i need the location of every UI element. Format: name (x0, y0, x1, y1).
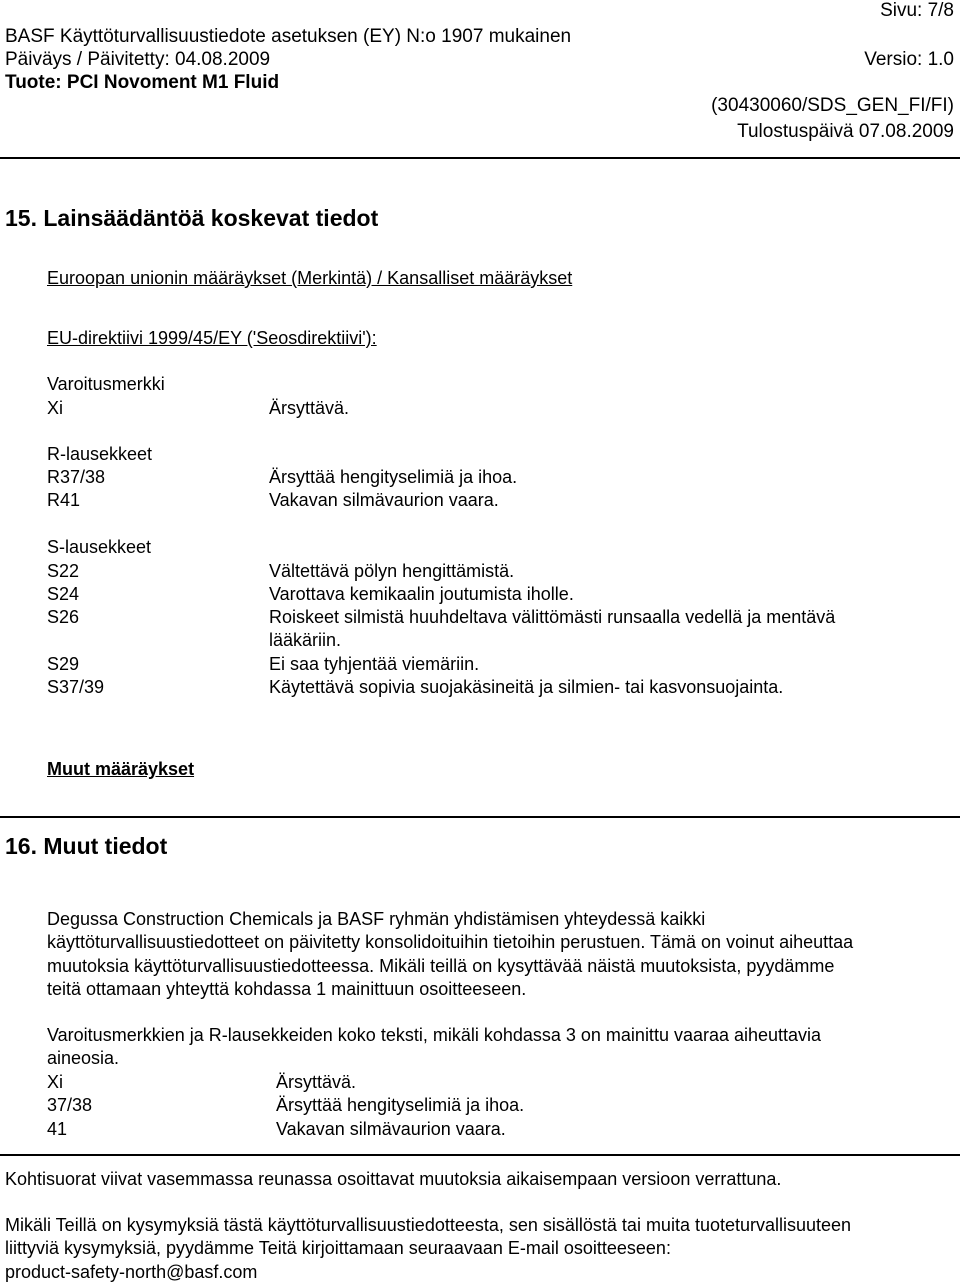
warning-text: Ärsyttävä. (269, 398, 350, 418)
contact-line: Mikäli Teillä on kysymyksiä tästä käyttöturvallisuustiedotteesta, sen sisällöstä tai muita tuoteturvallisuuteen (5, 1215, 852, 1235)
s-phrase-code: S37/39 (47, 677, 105, 697)
eu-regulations-heading: Euroopan unionin määräykset (Merkintä) / Kansalliset määräykset (47, 268, 573, 288)
print-date: Tulostuspäivä 07.08.2009 (737, 121, 954, 142)
revision-date: Päiväys / Päivitetty: 04.08.2009 (5, 49, 271, 70)
paragraph-line: käyttöturvallisuustiedotteet on päivitetty konsolidoituihin tietoihin perustuen. Tämä on voinut aiheuttaa (47, 932, 854, 952)
legend-code: 41 (47, 1119, 68, 1139)
legend-code: 37/38 (47, 1095, 93, 1115)
legend-text: Vakavan silmävaurion vaara. (276, 1119, 506, 1139)
paragraph-line: teitä ottamaan yhteyttä kohdassa 1 mainittuun osoitteeseen. (47, 979, 527, 999)
version: Versio: 1.0 (864, 49, 954, 70)
s-phrase-text: Ei saa tyhjentää viemäriin. (269, 654, 480, 674)
contact-email[interactable]: product-safety-north@basf.com (5, 1262, 258, 1282)
warning-label: Varoitusmerkki (47, 374, 165, 394)
r-phrase-text: Vakavan silmävaurion vaara. (269, 490, 499, 510)
document-id: (30430060/SDS_GEN_FI/FI) (711, 95, 954, 116)
section-divider (0, 816, 960, 818)
r-phrase-code: R41 (47, 490, 81, 510)
r-phrase-text: Ärsyttää hengityselimiä ja ihoa. (269, 467, 518, 487)
s-phrases-label: S-lausekkeet (47, 537, 152, 557)
document-title: BASF Käyttöturvallisuustiedote asetuksen (EY) N:o 1907 mukainen (5, 26, 572, 47)
contact-line: liittyviä kysymyksiä, pyydämme Teitä kirjoittamaan seuraavaan E-mail osoitteeseen: (5, 1238, 671, 1258)
change-note: Kohtisuorat viivat vasemmassa reunassa osoittavat muutoksia aikaisempaan versioon verrattuna. (5, 1169, 782, 1189)
page-number: Sivu: 7/8 (880, 0, 954, 21)
legend-text: Ärsyttävä. (276, 1072, 357, 1092)
other-regulations-heading: Muut määräykset (47, 759, 195, 779)
s-phrase-code: S29 (47, 654, 80, 674)
header-divider (0, 157, 960, 159)
s-phrase-code: S26 (47, 607, 80, 627)
r-phrase-code: R37/38 (47, 467, 106, 487)
s-phrase-text-continued: lääkäriin. (269, 630, 342, 650)
warning-code: Xi (47, 398, 64, 418)
s-phrase-code: S22 (47, 561, 80, 581)
s-phrase-text: Käytettävä sopivia suojakäsineitä ja silmien- tai kasvonsuojainta. (269, 677, 784, 697)
r-phrases-label: R-lausekkeet (47, 444, 153, 464)
paragraph-line: Varoitusmerkkien ja R-lausekkeiden koko teksti, mikäli kohdassa 3 on mainittu vaaraa aiheuttavia (47, 1025, 822, 1045)
legend-text: Ärsyttää hengityselimiä ja ihoa. (276, 1095, 525, 1115)
s-phrase-text: Varottava kemikaalin joutumista iholle. (269, 584, 574, 604)
section-16-heading: 16. Muut tiedot (5, 833, 168, 859)
product-name: Tuote: PCI Novoment M1 Fluid (5, 72, 280, 93)
directive-heading: EU-direktiivi 1999/45/EY ('Seosdirektiivi'): (47, 328, 377, 348)
footer-divider (0, 1154, 960, 1156)
paragraph-line: Degussa Construction Chemicals ja BASF ryhmän yhdistämisen yhteydessä kaikki (47, 909, 706, 929)
s-phrase-code: S24 (47, 584, 80, 604)
legend-code: Xi (47, 1072, 64, 1092)
s-phrase-text: Vältettävä pölyn hengittämistä. (269, 561, 515, 581)
section-15-heading: 15. Lainsäädäntöä koskevat tiedot (5, 205, 379, 231)
paragraph-line: muutoksia käyttöturvallisuustiedotteessa. Mikäli teillä on kysyttävää näistä muutoksista, pyydämme (47, 956, 835, 976)
s-phrase-text: Roiskeet silmistä huuhdeltava välittömästi runsaalla vedellä ja mentävä (269, 607, 836, 627)
paragraph-line: aineosia. (47, 1048, 120, 1068)
